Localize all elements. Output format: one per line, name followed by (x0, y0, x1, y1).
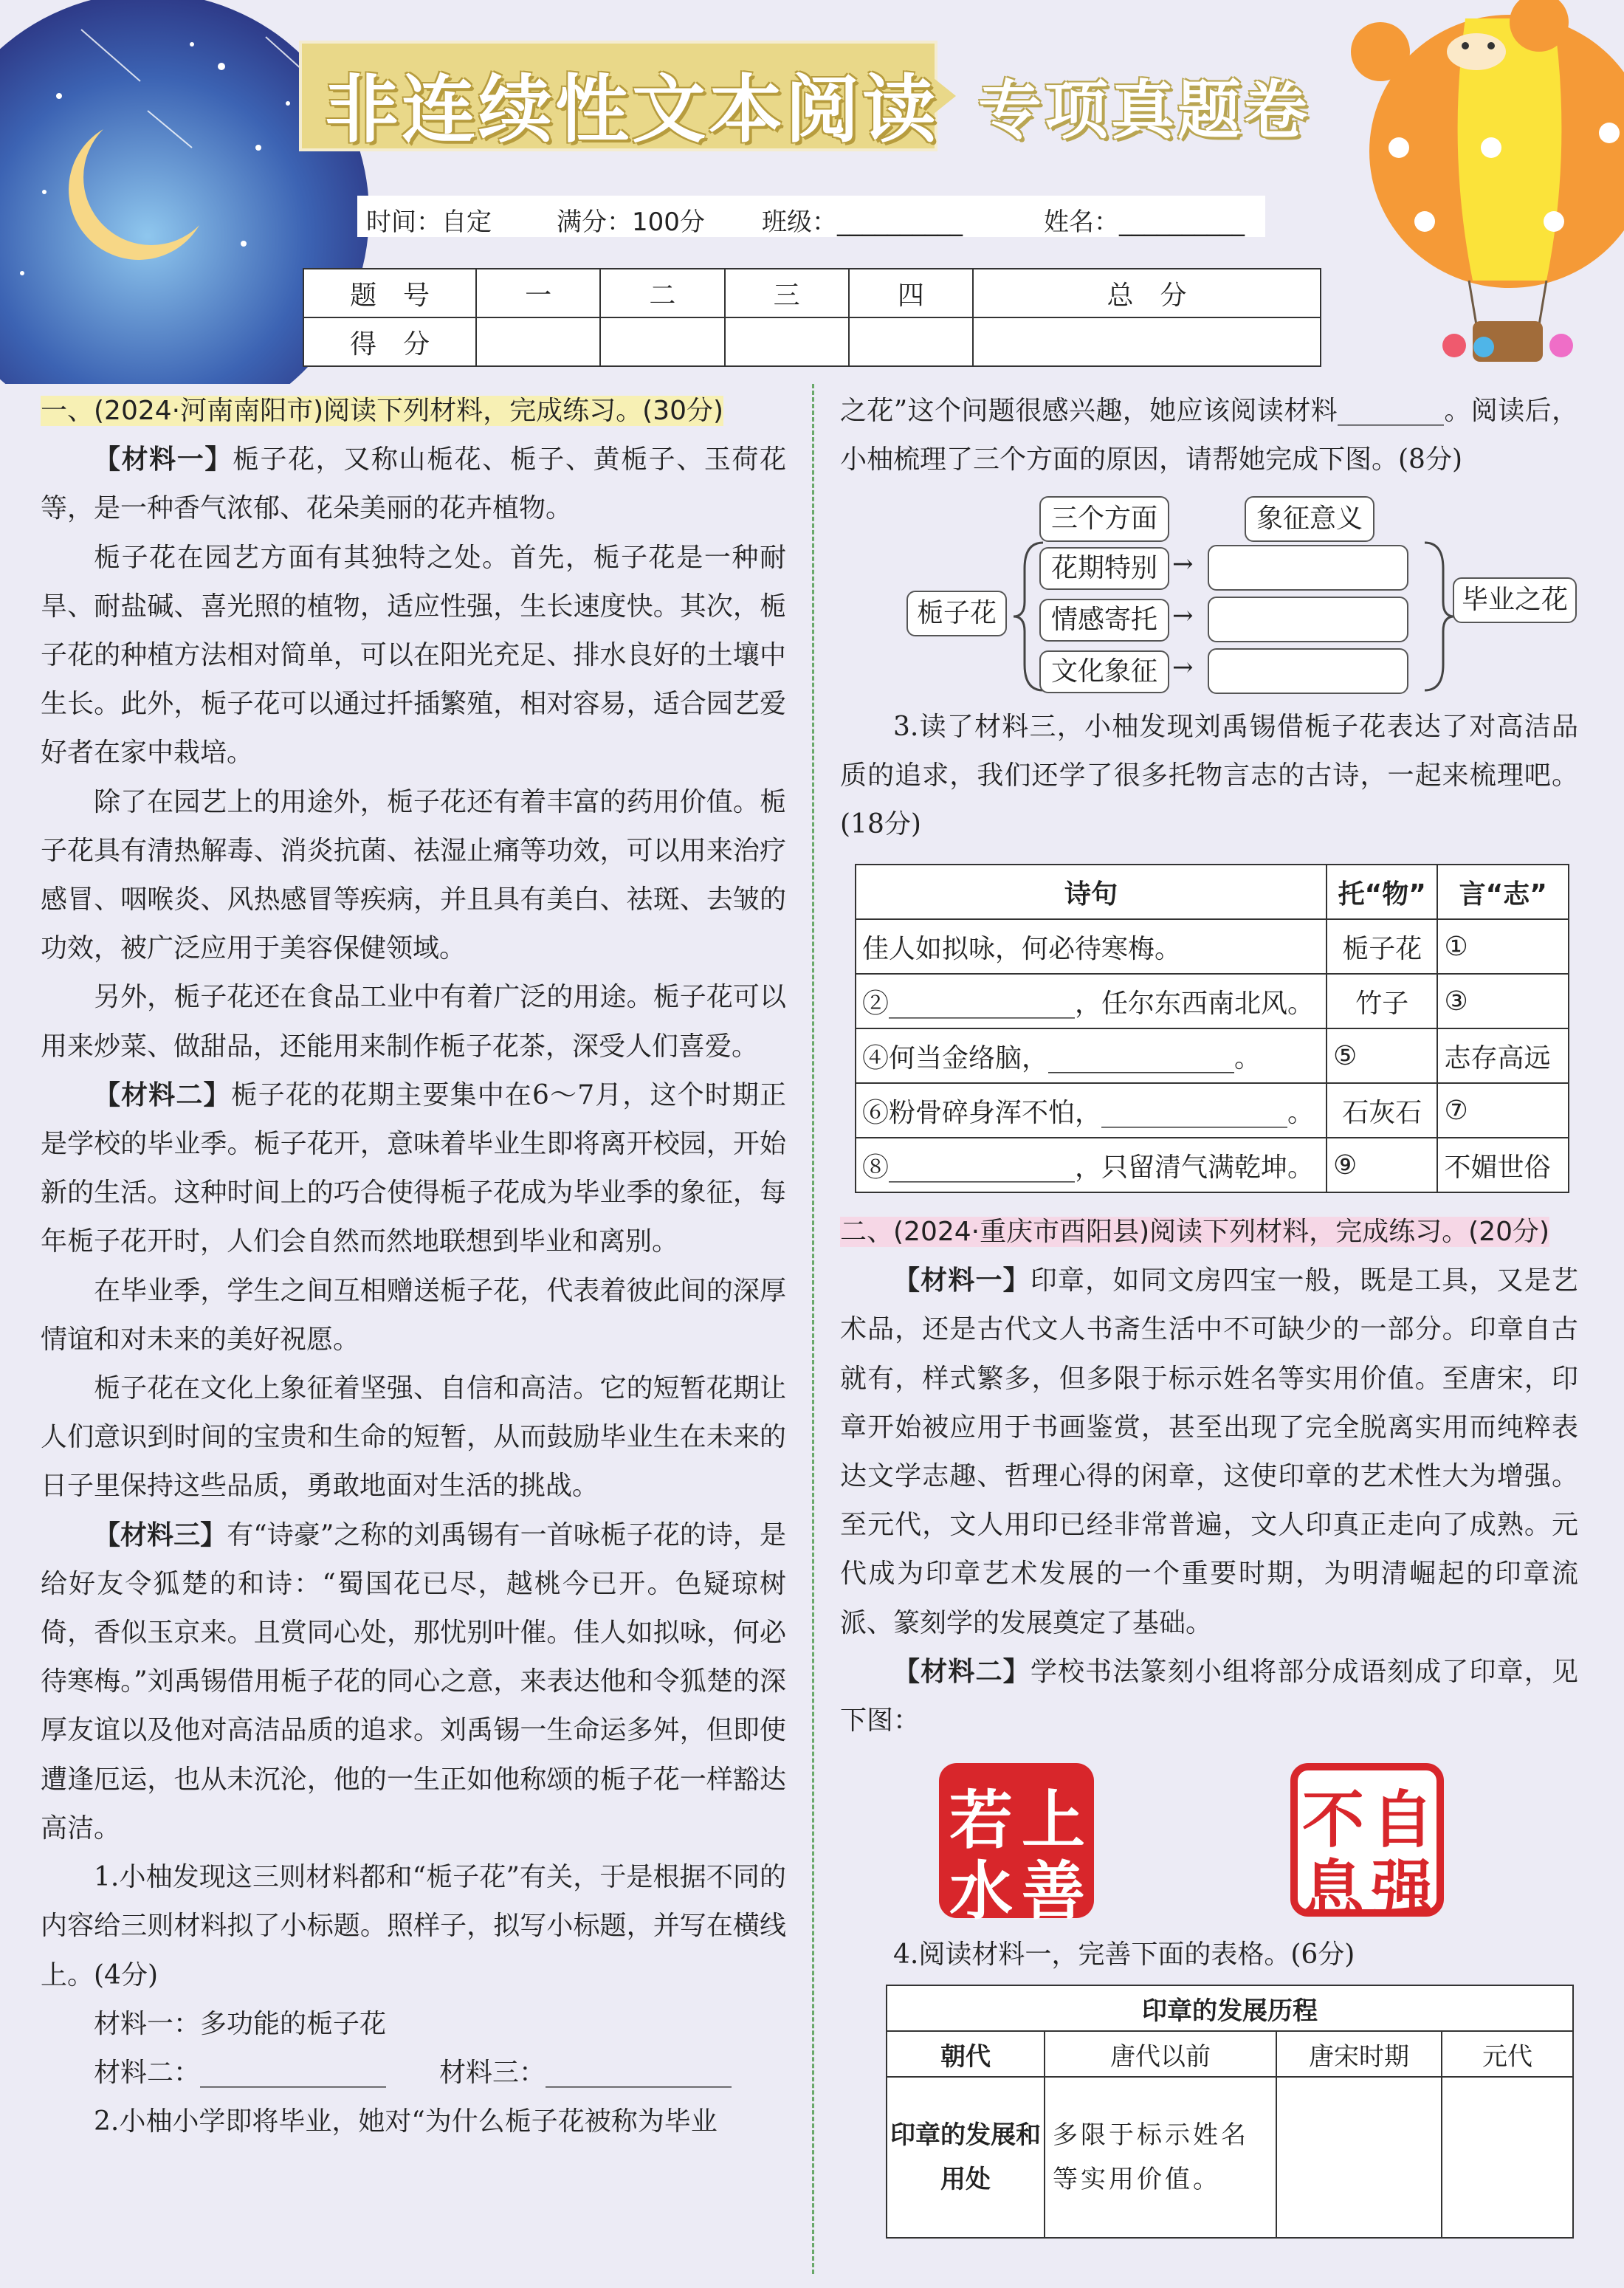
paragraph: 在毕业季，学生之间互相赠送栀子花，代表着彼此间的深厚情谊和对未来的美好祝愿。 (41, 1275, 786, 1355)
poem-line[interactable]: ⑧______________，只留清气满乾坤。 (856, 1138, 1327, 1192)
diagram-result: 毕业之花 (1453, 577, 1577, 623)
material-label: 【材料一】 (893, 1265, 1031, 1296)
name-field[interactable]: 姓名：__________ (1044, 207, 1245, 237)
poem-object: 栀子花 (1327, 919, 1437, 974)
dev-cell: 多限于标示姓名等实用价值。 (1045, 2077, 1276, 2238)
page-title: 非连续性文本阅读 (325, 66, 939, 153)
paragraph: 学校书法篆刻小组将部分成语刻成了印章，见下图： (840, 1656, 1578, 1736)
poem-object: 竹子 (1327, 974, 1437, 1028)
table-row (856, 1083, 1569, 1138)
poem-object[interactable]: ⑤ (1327, 1028, 1437, 1083)
info-bar (357, 196, 1265, 237)
score-header: 三 (725, 269, 849, 317)
score-cell[interactable] (476, 317, 600, 366)
question-3: 3.读了材料三，小柚发现刘禹锡借栀子花表达了对高洁品质的追求，我们还学了很多托物言志的古诗，一起来梳理吧。(18分) (840, 712, 1578, 840)
seal-stamp-icon (939, 1763, 1094, 1928)
right-q4 (840, 1931, 1578, 1979)
poem-aspiration[interactable]: ③ (1437, 974, 1569, 1028)
seal-char: 自 (1372, 1784, 1434, 1856)
column-divider (812, 384, 814, 2274)
dev-table-title: 印章的发展历程 (887, 1985, 1573, 2031)
poem-object[interactable]: ⑨ (1327, 1138, 1437, 1192)
question-2-cont: 之花”这个问题很感兴趣，她应该阅读材料________。阅读后，小柚梳理了三个方面的原因，请帮她完成下图。(8分) (840, 396, 1578, 475)
material-label: 【材料二】 (893, 1656, 1031, 1687)
arrow-icon: → (1172, 653, 1194, 682)
paragraph: 栀子花在园艺方面有其独特之处。首先，栀子花是一种耐旱、耐盐碱、喜光照的植物，适应性强，生长速度快。其次，栀子花的种植方法相对简单，可以在阳光充足、排水良好的土壤中生长。此外，栀子花可以通过扦插繁殖，相对容易，适合园艺爱好者在家中栽培。 (41, 542, 786, 769)
dev-header: 元代 (1442, 2031, 1573, 2077)
dev-cell[interactable] (1442, 2077, 1573, 2238)
paragraph: 栀子花，又称山栀花、栀子、黄栀子、玉荷花等，是一种香气浓郁、花朵美丽的花卉植物。 (41, 444, 786, 524)
question-4: 4.阅读材料一，完善下面的表格。(6分) (893, 1940, 1355, 1970)
seal-char: 不 (1302, 1784, 1365, 1856)
diagram-answer-box[interactable] (1208, 545, 1408, 591)
table-row (856, 1028, 1569, 1083)
paragraph: 另外，栀子花还在食品工业中有着广泛的用途。栀子花可以用来炒菜、做甜品，还能用来制作栀子花茶，深受人们喜爱。 (41, 982, 786, 1062)
score-cell[interactable] (725, 317, 849, 366)
paragraph: 栀子花的花期主要集中在6～7月，这个时期正是学校的毕业季。栀子花开，意味着毕业生即将离开校园，开始新的生活。这种时间上的巧合使得栀子花成为毕业季的象征，每年栀子花开时，人们会自然而然地联想到毕业和离别。 (41, 1079, 786, 1257)
diagram-answer-box[interactable] (1208, 597, 1408, 642)
left-column (41, 387, 786, 2146)
q1-answer-m2[interactable]: 材料二：______________ (94, 2057, 387, 2088)
score-header: 二 (600, 269, 724, 317)
score-row-label: 得 分 (303, 317, 476, 366)
right-column-top (840, 387, 1578, 484)
dev-header: 朝代 (887, 2031, 1045, 2077)
table-row (856, 919, 1569, 974)
poem-object: 石灰石 (1327, 1083, 1437, 1138)
seal-char: 强 (1372, 1853, 1434, 1925)
brace-icon (1414, 539, 1458, 694)
poem-header: 言“志” (1437, 865, 1569, 919)
paragraph: 印章，如同文房四宝一般，既是工具，又是艺术品，还是古代文人书斋生活中不可缺少的一部分。印章自古就有，样式繁多，但多限于标示姓名等实用价值。至唐宋，印章开始被应用于书画鉴赏，甚至出现了完全脱离实用而纯粹表达文学志趣、哲理心得的闲章，这使印章的艺术性大为增强。至元代，文人用印已经非常普遍，文人印真正走向了成熟。元代成为印章艺术发展的一个重要时期，为明清崛起的印章流派、篆刻学的发展奠定了基础。 (840, 1265, 1578, 1638)
q1-example: 材料一：多功能的栀子花 (94, 2008, 387, 2039)
poem-aspiration: 志存高远 (1437, 1028, 1569, 1083)
question-2: 2.小柚小学即将毕业，她对“为什么栀子花被称为毕业 (94, 2106, 718, 2137)
question-1: 1.小柚发现这三则材料都和“栀子花”有关，于是根据不同的内容给三则材料拟了小标题。照样子，拟写小标题，并写在横线上。(4分) (41, 1862, 786, 1990)
section-1-title: 一、(2024·河南南阳市)阅读下列材料，完成练习。(30分) (41, 396, 724, 426)
paragraph: 有“诗豪”之称的刘禹锡有一首咏栀子花的诗，是给好友令狐楚的和诗：“蜀国花已尽，越桃今已开。色疑琼树倚，香似玉京来。且赏同心处，那忧别叶催。佳人如拟咏，何必待寒梅。”刘禹锡借用栀子花的同心之意，来表达他和令狐楚的深厚友谊以及他对高洁品质的追求。刘禹锡一生命运多舛，但即使遭逢厄运，也从未沉沦，他的一生正如他称颂的栀子花一样豁达高洁。 (41, 1519, 786, 1844)
section-2-title: 二、(2024·重庆市酉阳县)阅读下列材料，完成练习。(20分) (840, 1217, 1550, 1247)
hot-air-balloon-icon (1351, 0, 1624, 362)
score-cell[interactable] (600, 317, 724, 366)
seal-stamp-icon (1290, 1763, 1444, 1925)
paragraph: 除了在园艺上的用途外，栀子花还有着丰富的药用价值。栀子花具有清热解毒、消炎抗菌、祛湿止痛等功效，可以用来治疗感冒、咽喉炎、风热感冒等疾病，并且具有美白、祛斑、去皱的功效，被广泛应用于美容保健领域。 (41, 786, 786, 964)
material-label: 【材料一】 (94, 444, 233, 475)
poem-line[interactable]: ②______________，任尔东西南北风。 (856, 974, 1327, 1028)
table-row (856, 974, 1569, 1028)
diagram-answer-box[interactable] (1208, 648, 1408, 694)
poem-aspiration[interactable]: ① (1437, 919, 1569, 974)
diagram-center: 栀子花 (906, 591, 1007, 636)
diagram-item: 花期特别 (1039, 547, 1169, 590)
score-label: 满分：100分 (557, 207, 705, 237)
poem-aspiration: 不媚世俗 (1437, 1138, 1569, 1192)
dev-row-label: 印章的发展和用处 (887, 2077, 1045, 2238)
development-table (886, 1985, 1574, 2239)
seal-char: 善 (1022, 1855, 1085, 1928)
poem-line: 佳人如拟咏，何必待寒梅。 (856, 919, 1327, 974)
diagram-header: 三个方面 (1039, 496, 1169, 542)
right-section-2 (840, 1208, 1578, 1745)
diagram-item: 情感寄托 (1039, 599, 1169, 642)
material-label: 【材料二】 (94, 1079, 231, 1110)
poem-header: 诗句 (856, 865, 1327, 919)
score-header: 四 (849, 269, 973, 317)
score-header: 一 (476, 269, 600, 317)
dev-cell[interactable] (1276, 2077, 1442, 2238)
page-subtitle: 专项真题卷 (978, 74, 1310, 148)
right-q3 (840, 703, 1578, 850)
material-label: 【材料三】 (94, 1519, 227, 1550)
poem-line[interactable]: ⑥粉骨碎身浑不怕，______________。 (856, 1083, 1327, 1138)
poem-aspiration[interactable]: ⑦ (1437, 1083, 1569, 1138)
dev-header: 唐代以前 (1045, 2031, 1276, 2077)
poem-header: 托“物” (1327, 865, 1437, 919)
score-header: 题 号 (303, 269, 476, 317)
time-label: 时间：自定 (366, 207, 492, 237)
score-header: 总 分 (973, 269, 1321, 317)
paragraph: 栀子花在文化上象征着坚强、自信和高洁。它的短暂花期让人们意识到时间的宝贵和生命的短暂，从而鼓励毕业生在未来的日子里保持这些品质，勇敢地面对生活的挑战。 (41, 1373, 786, 1502)
poem-table (855, 864, 1569, 1193)
diagram-header: 象征意义 (1245, 496, 1374, 542)
arrow-icon: → (1172, 549, 1194, 579)
class-field[interactable]: 班级：__________ (762, 207, 963, 237)
arrow-icon: → (1172, 601, 1194, 631)
score-cell[interactable] (973, 317, 1321, 366)
seal-char: 息 (1302, 1853, 1365, 1925)
seal-char: 上 (1022, 1784, 1085, 1858)
seal-char: 若 (949, 1784, 1013, 1858)
poem-line[interactable]: ④何当金络脑，______________。 (856, 1028, 1327, 1083)
seal-char: 水 (949, 1855, 1013, 1928)
q1-answer-m3[interactable]: 材料三：______________ (439, 2057, 732, 2088)
header (0, 0, 1624, 384)
diagram-item: 文化象征 (1039, 650, 1169, 693)
score-table (303, 268, 1321, 367)
dev-header: 唐宋时期 (1276, 2031, 1442, 2077)
score-cell[interactable] (849, 317, 973, 366)
table-row (856, 1138, 1569, 1192)
